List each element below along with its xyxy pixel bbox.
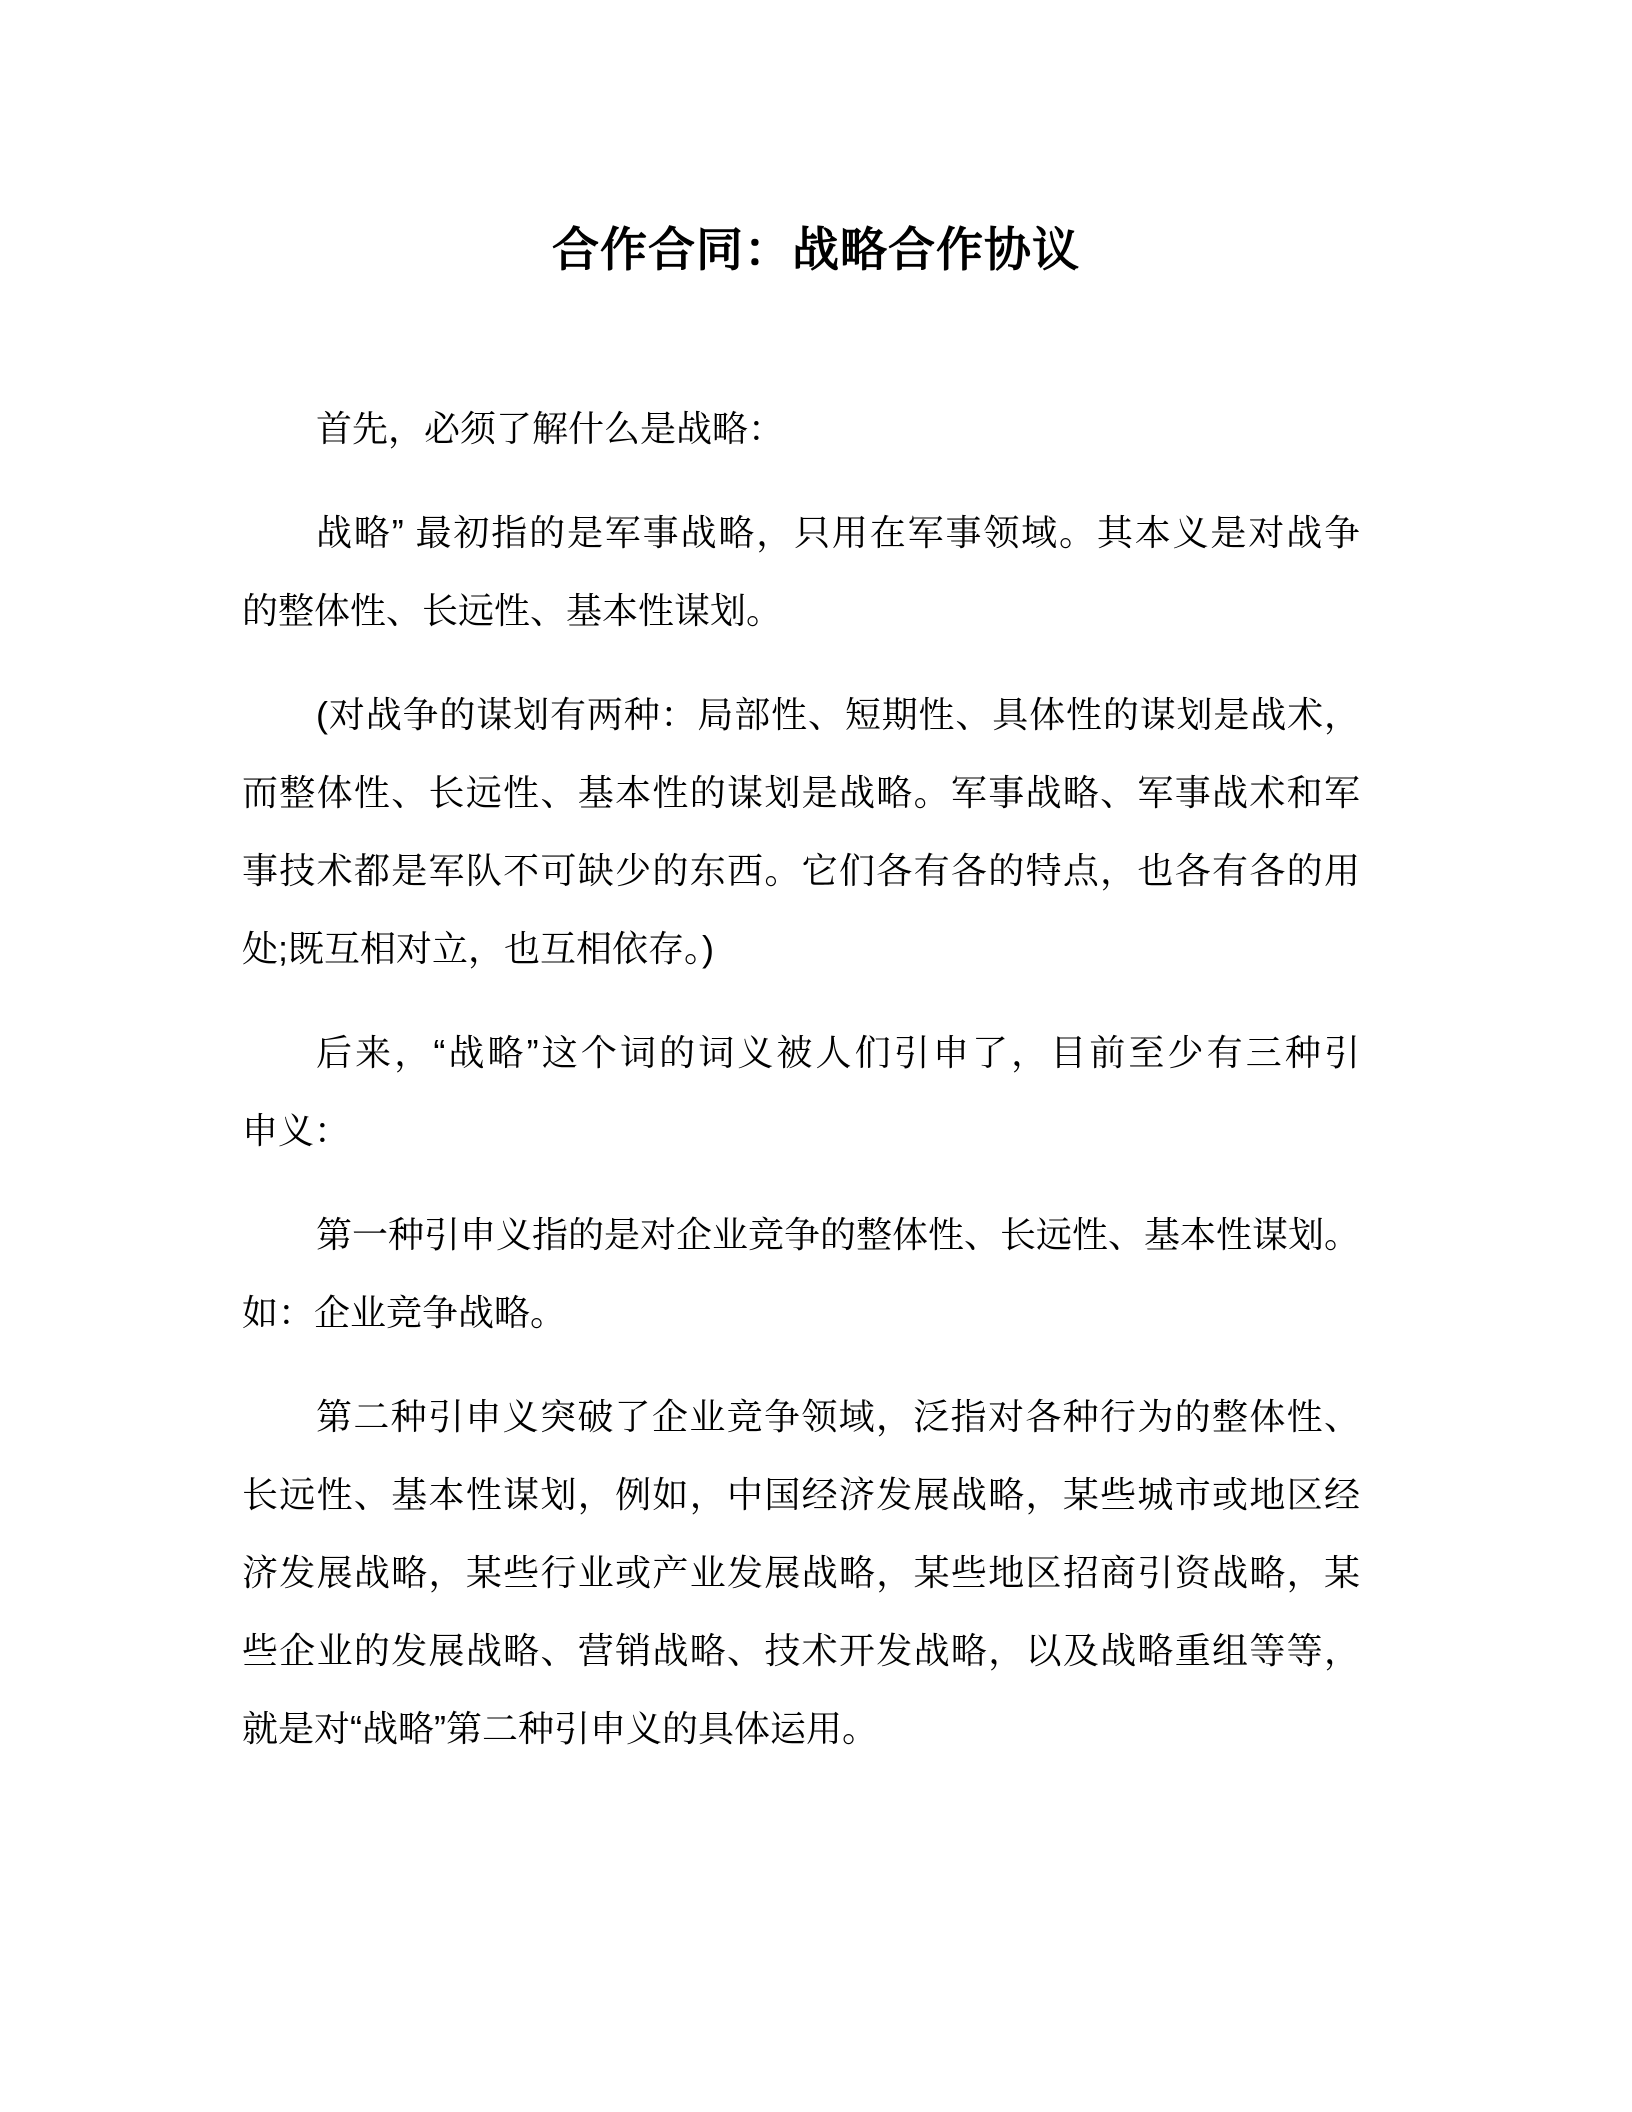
paragraph bbox=[242, 494, 1360, 650]
paragraph-line: (对战争的谋划有两种：局部性、短期性、具体性的谋划是战术， bbox=[316, 694, 1360, 735]
paragraph-line: 战略” 最初指的是军事战略，只用在军事领域。其本义是对战争 bbox=[316, 512, 1360, 553]
paragraph bbox=[242, 1014, 1360, 1170]
paragraph-line: 事技术都是军队不可缺少的东西。它们各有各的特点，也各有各的用 bbox=[242, 850, 1360, 891]
paragraph bbox=[242, 390, 1360, 468]
paragraph-line: 长远性、基本性谋划，例如，中国经济发展战略，某些城市或地区经 bbox=[242, 1474, 1360, 1515]
paragraph-line: 而整体性、长远性、基本性的谋划是战略。军事战略、军事战术和军 bbox=[242, 772, 1360, 813]
paragraph-line: 第一种引申义指的是对企业竞争的整体性、长远性、基本性谋划。 bbox=[316, 1214, 1361, 1255]
paragraph-line: 的整体性、长远性、基本性谋划。 bbox=[242, 590, 783, 631]
paragraph-line: 就是对“战略”第二种引申义的具体运用。 bbox=[242, 1708, 878, 1749]
paragraph bbox=[242, 1196, 1360, 1352]
paragraph-line: 第二种引申义突破了企业竞争领域，泛指对各种行为的整体性、 bbox=[316, 1396, 1360, 1437]
paragraph bbox=[242, 676, 1360, 988]
document-title: 合作合同：战略合作协议 bbox=[552, 223, 1080, 276]
paragraph-line: 申义： bbox=[242, 1110, 351, 1151]
paragraph-line: 首先，必须了解什么是战略： bbox=[316, 408, 785, 449]
paragraph-line: 如：企业竞争战略。 bbox=[242, 1292, 567, 1333]
document-body bbox=[242, 390, 1360, 1794]
paragraph-line: 济发展战略，某些行业或产业发展战略，某些地区招商引资战略，某 bbox=[242, 1552, 1360, 1593]
paragraph-line: 处;既互相对立，也互相依存。) bbox=[242, 928, 714, 969]
paragraph bbox=[242, 1378, 1360, 1768]
paragraph-line: 些企业的发展战略、营销战略、技术开发战略，以及战略重组等等， bbox=[242, 1630, 1360, 1671]
paragraph-line: 后来，“战略”这个词的词义被人们引申了，目前至少有三种引 bbox=[316, 1032, 1360, 1073]
